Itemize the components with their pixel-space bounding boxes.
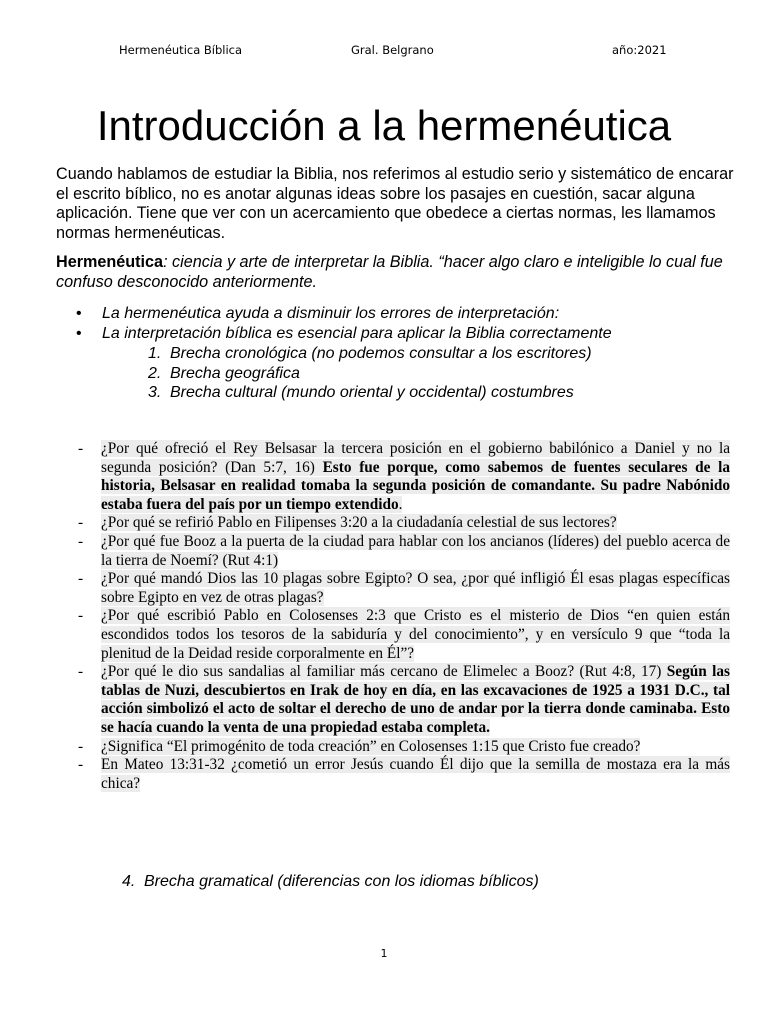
definition-paragraph [56,253,736,292]
item-number: 1. [148,345,162,362]
definition-text: ciencia y arte de interpretar la Biblia. “hacer algo claro e inteligible lo cual fue confuso desconocido anteriormente. [56,253,723,291]
question-text: ¿Por qué se refirió Pablo en Filipenses 3:20 a la ciudadanía celestial de sus lectores? [101,514,617,532]
question-item [78,514,730,533]
item-number: 2. [148,364,162,382]
numbered-item [56,383,746,403]
dash-icon: - [78,532,84,550]
page-number: 1 [380,947,388,960]
question-item [78,663,730,737]
bullet-text: La interpretación bíblica es esencial para aplicar la Biblia correctamente [102,325,612,342]
question-item [78,533,730,570]
question-text: ¿Significa “El primogénito de toda creación” en Colosenses 1:15 que Cristo fue creado? [101,737,641,755]
question-item [78,440,730,514]
question-text: ¿Por qué le dio sus sandalias al familiar más cercano de Elimelec a Booz? (Rut 4:8, 17) [101,663,667,681]
question-text: En Mateo 13:31-32 ¿cometió un error Jesús cuando Él dijo que la semilla de mostaza era la más chica? [101,756,730,792]
numbered-item [56,344,746,364]
dash-icon: - [78,570,84,588]
dash-icon: - [78,607,84,625]
definition-colon: : [163,253,168,271]
dash-icon: - [78,440,84,457]
question-tail: . [398,495,403,513]
dash-icon: - [78,756,84,774]
header-location: Gral. Belgrano [351,43,434,57]
item-text: Brecha cronológica (no podemos consultar a los escritores) [170,345,592,362]
bullet-list [56,304,746,403]
bullet-text: La hermenéutica ayuda a disminuir los errores de interpretación: [102,305,560,322]
item-number: 3. [148,384,162,401]
list-item [56,324,746,344]
item-number: 4. [122,873,136,890]
question-text: ¿Por qué escribió Pablo en Colosenses 2:3 que Cristo es el misterio de Dios “en quien están escondidos todos los tesoros de la sabiduría y del conocimiento”, y en versículo 9 que “toda la plenitud de la Deidad reside corporalmente en Él”? [101,607,730,662]
question-item [78,570,730,607]
list-item [56,304,746,324]
question-item [78,756,730,793]
dash-icon: - [78,514,84,532]
question-answer: Según las tablas de Nuzi, descubiertos en Irak de hoy en día, en las excavaciones de 1925 a 1931 D.C., tal acción simbolizó el acto de soltar el derecho de uno de andar por la tierra donde caminaba. Esto se hacía cuando la venta de una propiedad estaba completa. [101,663,730,736]
page-header [0,43,768,61]
numbered-item [56,364,746,384]
header-course: Hermenéutica Bíblica [119,43,243,57]
item-text: Brecha gramatical (diferencias con los idiomas bíblicos) [144,873,539,890]
page-title: Introducción a la hermenéutica [96,102,672,149]
header-year: año:2021 [612,43,667,57]
questions-list [78,440,730,793]
dash-icon: - [78,663,84,681]
definition-term: Hermenéutica [56,253,164,271]
bullet-icon: • [76,325,82,342]
intro-paragraph: Cuando hablamos de estudiar la Biblia, nos referimos al estudio serio y sistemático de encarar el escrito bíblico, no es anotar algunas ideas sobre los pasajes en cuestión, sacar alguna aplicación. Tiene que ver con un acercamiento que obedece a ciertas normas, les llamamos normas hermenéuticas. [56,165,734,242]
question-answer: Esto fue porque, como sabemos de fuentes seculares de la historia, Belsasar en realidad tomaba la segunda posición de comandante. Su padre Nabónido estaba fuera del país por un tiempo extendido [101,458,730,513]
question-item [78,738,730,757]
item-text: Brecha geográfica [170,364,300,382]
question-text: ¿Por qué fue Booz a la puerta de la ciudad para hablar con los ancianos (líderes) del pueblo acerca de la tierra de Noemí? (Rut 4:1) [101,532,730,569]
numbered-item [122,873,539,891]
question-text: ¿Por qué ofreció el Rey Belsasar la tercera posición en el gobierno babilónico a Daniel y no la segunda posición? (Dan 5:7, 16) [101,440,730,476]
question-item [78,607,730,663]
dash-icon: - [78,737,84,755]
question-text: ¿Por qué mandó Dios las 10 plagas sobre Egipto? O sea, ¿por qué infligió Él esas plagas específicas sobre Egipto en vez de otras plagas? [101,570,730,606]
item-text: Brecha cultural (mundo oriental y occidental) costumbres [170,384,574,401]
bullet-icon: • [76,305,82,322]
